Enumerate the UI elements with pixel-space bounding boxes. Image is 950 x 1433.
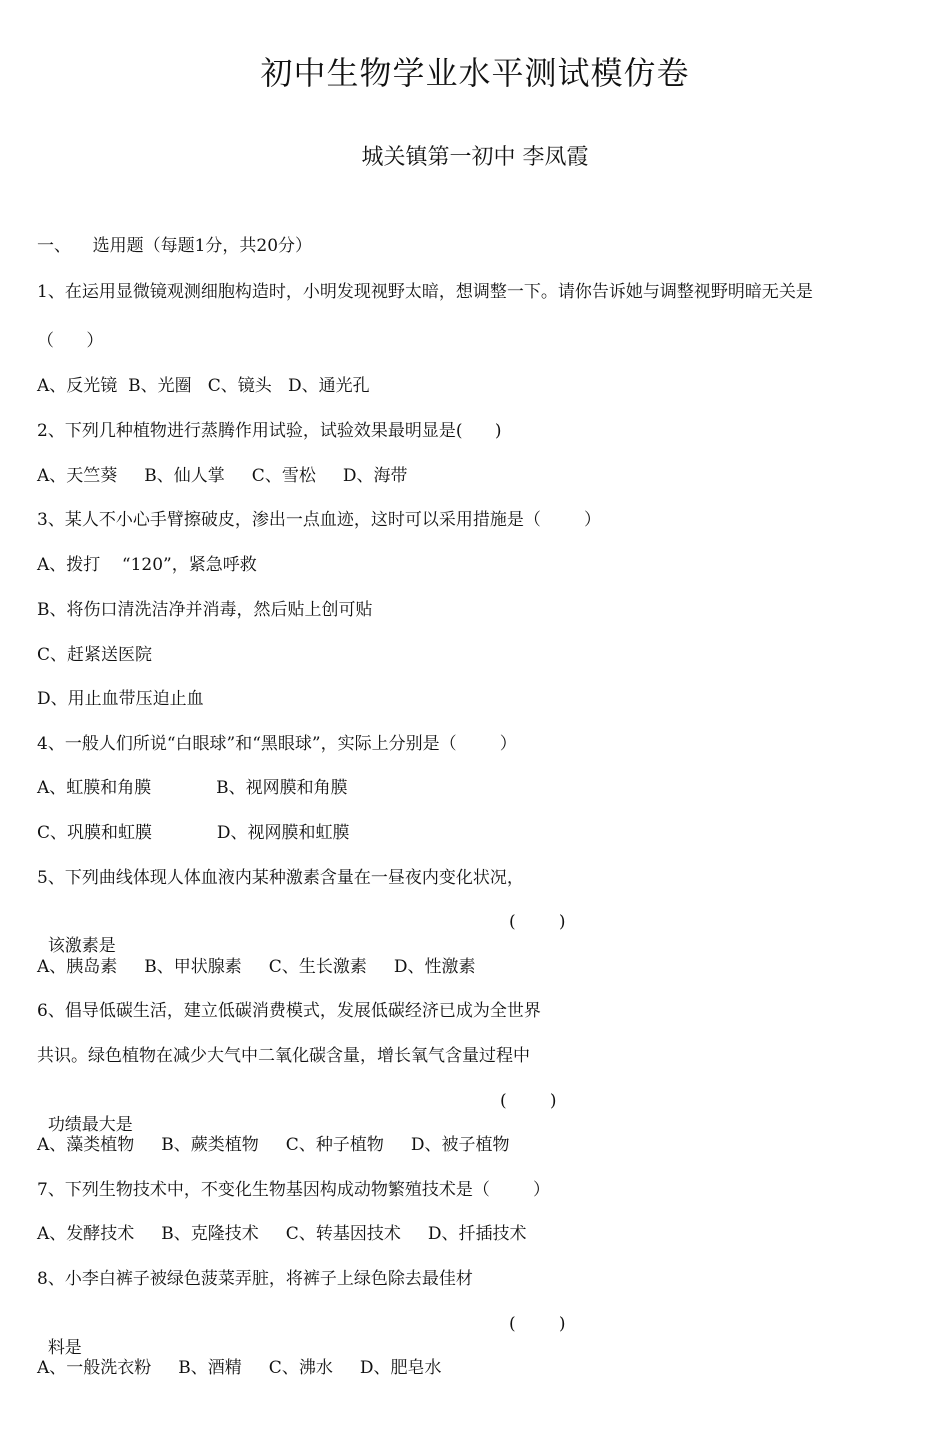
question-8-options: A、一般洗衣粉 B、酒精 C、沸水 D、肥皂水 xyxy=(37,1358,442,1378)
question-3-option-a: A、拨打 “120”，紧急呼救 xyxy=(37,555,257,575)
question-8-line-1: 8、小李白裤子被绿色菠菜弄脏，将裤子上绿色除去最佳材 xyxy=(37,1269,473,1289)
question-1-options: A、反光镜 B、光圈 C、镜头 D、通光孔 xyxy=(37,376,370,396)
question-5-options: A、胰岛素 B、甲状腺素 C、生长激素 D、性激素 xyxy=(37,957,476,977)
question-7: 7、下列生物技术中，不变化生物基因构成动物繁殖技术是（ ） xyxy=(37,1180,551,1200)
question-4: 4、一般人们所说“白眼球”和“黑眼球”，实际上分别是（ ） xyxy=(37,734,517,754)
exam-title: 初中生物学业水平测试模仿卷 xyxy=(260,54,690,92)
question-8-text: 料是 xyxy=(47,1338,82,1358)
question-8-blank: ( ) xyxy=(509,1314,566,1334)
question-6-options: A、藻类植物 B、蕨类植物 C、种子植物 D、被子植物 xyxy=(37,1135,510,1155)
question-3-option-b: B、将伤口清洗洁净并消毒，然后贴上创可贴 xyxy=(37,600,373,620)
section-heading: 一、 选用题（每题1分，共20分） xyxy=(37,236,313,256)
question-6-text: 功绩最大是 xyxy=(47,1115,133,1135)
question-3-option-c: C、赶紧送医院 xyxy=(37,645,153,665)
question-3: 3、某人不小心手臂擦破皮，渗出一点血迹，这时可以采用措施是（ ） xyxy=(37,510,602,530)
question-4-options-ab: A、虹膜和角膜 B、视网膜和角膜 xyxy=(37,778,348,798)
question-6-blank: ( ) xyxy=(500,1091,557,1111)
question-2: 2、下列几种植物进行蒸腾作用试验，试验效果最明显是( ) xyxy=(37,421,502,441)
question-1: 1、在运用显微镜观测细胞构造时，小明发现视野太暗，想调整一下。请你告诉她与调整视野明暗无关是 xyxy=(37,282,813,302)
question-5-text: 该激素是 xyxy=(47,936,116,956)
question-5-line-1: 5、下列曲线体现人体血液内某种激素含量在一昼夜内变化状况， xyxy=(37,868,524,888)
question-6-line-2: 共识。绿色植物在减少大气中二氧化碳含量，增长氧气含量过程中 xyxy=(37,1046,530,1066)
author-line: 城关镇第一初中 李凤霞 xyxy=(361,145,589,170)
question-2-options: A、天竺葵 B、仙人掌 C、雪松 D、海带 xyxy=(37,466,408,486)
question-3-option-d: D、用止血带压迫止血 xyxy=(37,689,204,709)
question-4-options-cd: C、巩膜和虹膜 D、视网膜和虹膜 xyxy=(37,823,350,843)
question-6-line-1: 6、倡导低碳生活，建立低碳消费模式，发展低碳经济已成为全世界 xyxy=(37,1001,541,1021)
question-5-blank: ( ) xyxy=(509,912,566,932)
question-1-blank: （ ） xyxy=(37,331,104,351)
question-7-options: A、发酵技术 B、克隆技术 C、转基因技术 D、扦插技术 xyxy=(37,1224,527,1244)
